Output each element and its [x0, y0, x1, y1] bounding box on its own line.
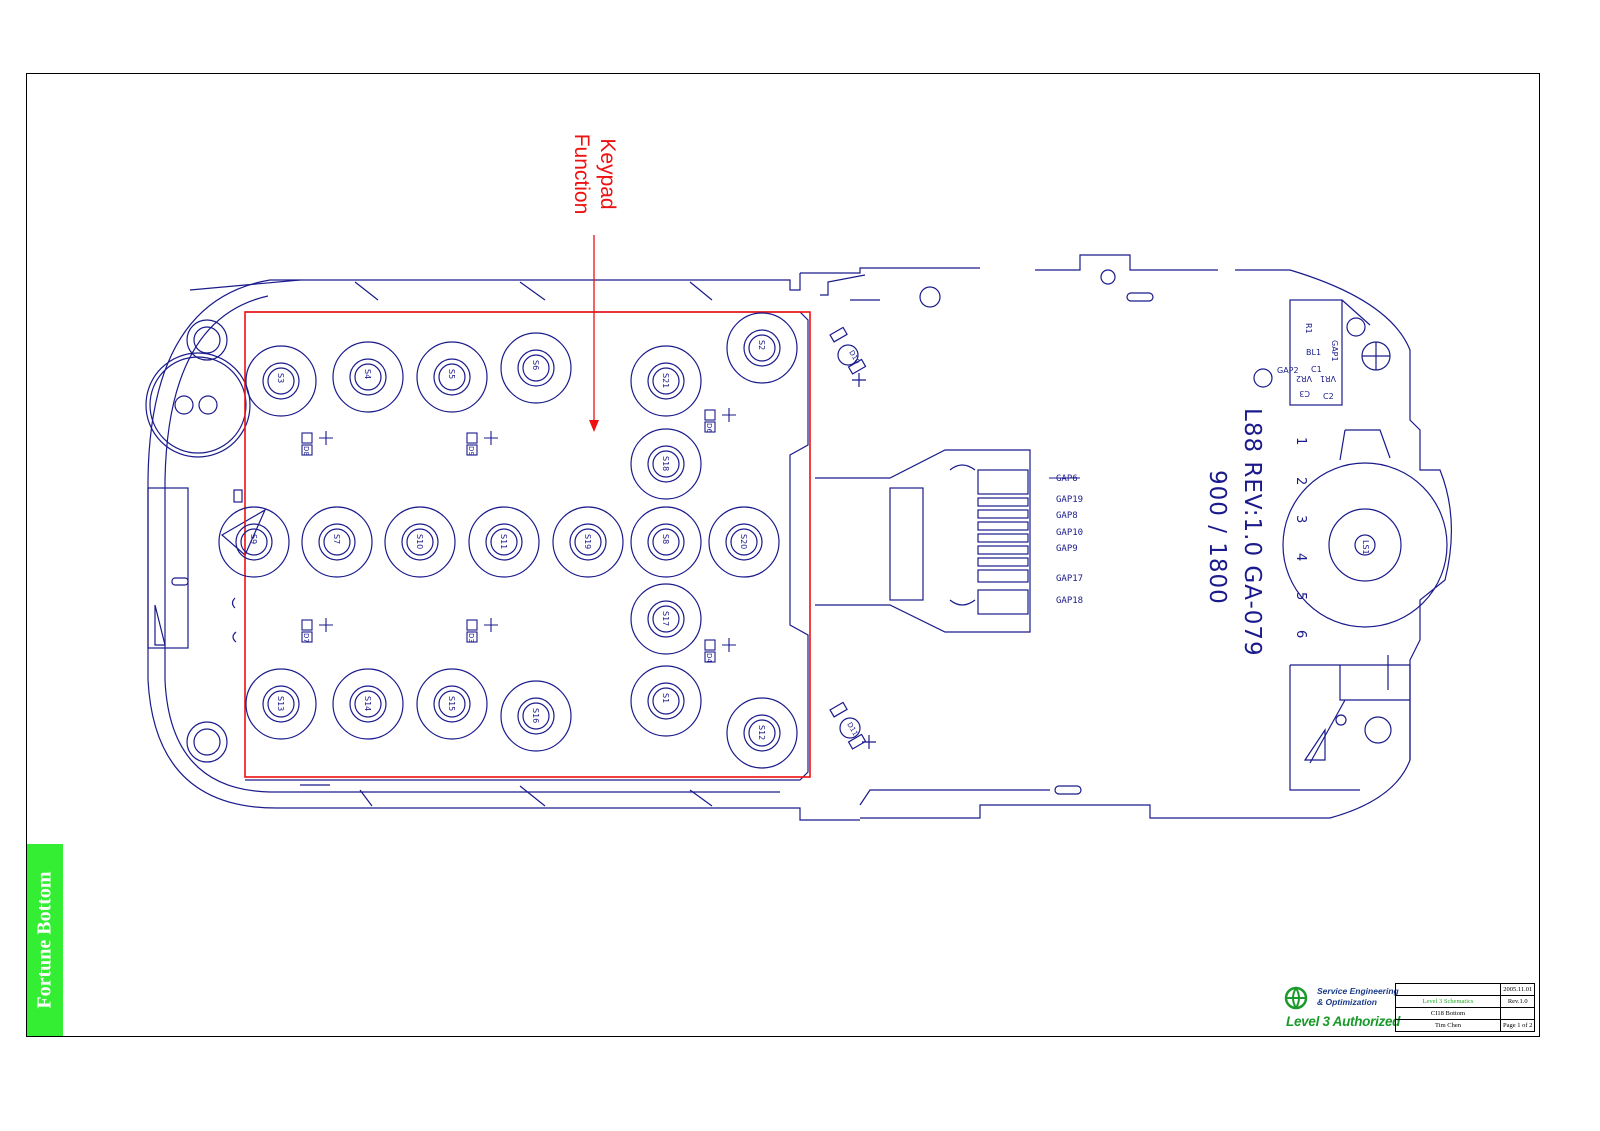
key-label: S18	[661, 456, 670, 472]
key-s18	[631, 429, 701, 499]
keypad-highlight-box	[245, 312, 810, 777]
key-s7	[302, 507, 372, 577]
title-date: 2005.11.01	[1501, 984, 1535, 996]
key-s21	[631, 346, 701, 416]
key-s14	[333, 669, 403, 739]
pin-number: 2	[1293, 477, 1308, 486]
key-label: S5	[447, 369, 456, 380]
key-label: S20	[739, 534, 748, 550]
key-label: S7	[332, 534, 341, 545]
board-label-line2: 900 / 1800	[1204, 470, 1230, 605]
logo-line1: Service Engineering	[1317, 986, 1399, 996]
component-label: C2	[1323, 392, 1334, 401]
key-s8	[631, 507, 701, 577]
annotation-line1: Keypad	[596, 138, 619, 210]
key-label: S12	[757, 725, 766, 741]
diode-label: D8	[302, 446, 310, 456]
key-s13	[246, 669, 316, 739]
diode-label: D3	[467, 633, 475, 643]
key-s11	[469, 507, 539, 577]
component-label: C1	[1311, 365, 1322, 374]
diode-label: D9	[467, 446, 475, 456]
key-label: S17	[661, 611, 670, 627]
key-label: S16	[531, 708, 540, 724]
key-s16	[501, 681, 571, 751]
component-label: VR1	[1319, 374, 1336, 383]
diode-label: D4	[705, 653, 713, 663]
key-s10	[385, 507, 455, 577]
title-rev: Rev.1.0	[1501, 996, 1535, 1008]
side-tab-label: Fortune Bottom	[33, 871, 56, 1009]
key-s19	[553, 507, 623, 577]
key-label: S19	[583, 534, 592, 550]
pin-number: 3	[1293, 515, 1308, 524]
key-s15	[417, 669, 487, 739]
annotation-line2: Function	[570, 133, 593, 215]
key-label: S2	[757, 340, 766, 351]
pin-number: 1	[1293, 437, 1308, 446]
key-s20	[709, 507, 779, 577]
logo-line2: & Optimization	[1317, 997, 1377, 1007]
key-label: S9	[249, 534, 258, 545]
gap-label: GAP10	[1056, 528, 1084, 538]
title-name: CI18 Bottom	[1396, 1008, 1501, 1020]
key-s6	[501, 333, 571, 403]
annotation-arrow	[589, 420, 599, 432]
key-label: S1	[661, 693, 670, 704]
component-label: C3	[1299, 389, 1310, 398]
component-label: R1	[1304, 323, 1313, 334]
component-label: LS1	[1361, 540, 1370, 555]
key-s12	[727, 698, 797, 768]
key-s2	[727, 313, 797, 383]
key-label: S4	[363, 369, 372, 380]
company-logo	[1284, 984, 1401, 1034]
component-label: BL1	[1306, 348, 1322, 357]
key-s3	[246, 346, 316, 416]
diode-label: D6	[705, 423, 713, 433]
pin-number: 4	[1293, 553, 1308, 562]
keypad-function-annotation	[568, 134, 620, 215]
key-s17	[631, 584, 701, 654]
gap-label: GAP19	[1056, 495, 1084, 505]
diode-label: D7	[302, 633, 310, 643]
gap-label: GAP6	[1056, 474, 1078, 484]
key-s5	[417, 342, 487, 412]
gap-label: GAP17	[1056, 574, 1084, 584]
key-s1	[631, 666, 701, 736]
logo-line3: Level 3 Authorized	[1286, 1014, 1401, 1029]
gap-label: GAP8	[1056, 511, 1078, 521]
key-label: S10	[415, 534, 424, 550]
key-label: S14	[363, 696, 372, 712]
title-page: Page 1 of 2	[1501, 1020, 1535, 1032]
globe-icon	[1284, 986, 1308, 1010]
title-block	[1395, 983, 1535, 1032]
title-doc-type: Level 3 Schematics	[1396, 996, 1501, 1008]
board-label-line1: L88 REV:1.0 GA-079	[1239, 408, 1265, 657]
component-label: GAP1	[1330, 340, 1339, 362]
component-label: VR2	[1295, 374, 1312, 383]
component-label: GAP2	[1277, 366, 1299, 375]
diode-label: D11	[845, 721, 860, 738]
key-label: S3	[276, 373, 285, 384]
diode-label: D10	[847, 349, 862, 366]
gap-label: GAP9	[1056, 544, 1078, 554]
title-author: Tim Chen	[1396, 1020, 1501, 1032]
key-label: S15	[447, 696, 456, 712]
key-label: S13	[276, 696, 285, 712]
pin-number: 5	[1293, 592, 1308, 601]
key-s4	[333, 342, 403, 412]
gap-label: GAP18	[1056, 596, 1084, 606]
key-label: S8	[661, 534, 670, 545]
key-label: S21	[661, 373, 670, 389]
key-label: S6	[531, 360, 540, 371]
key-label: S11	[499, 534, 508, 550]
pin-number: 6	[1293, 630, 1308, 639]
